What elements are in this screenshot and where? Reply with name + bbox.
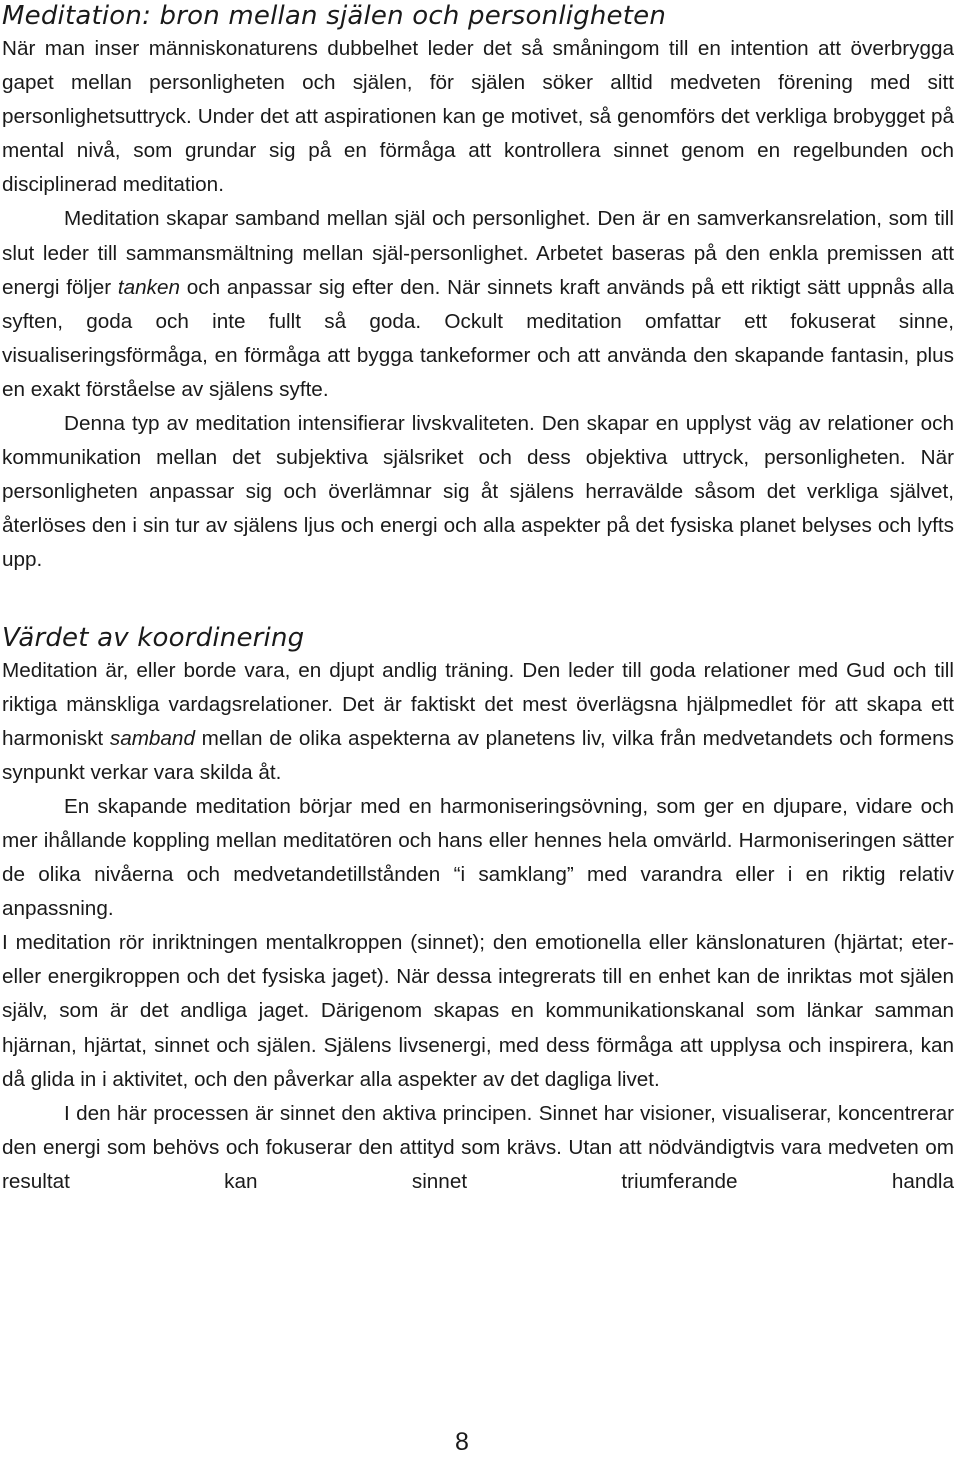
- section-heading-meditation: Meditation: bron mellan själen och personligheten: [2, 1, 667, 31]
- paragraph: I den här processen är sinnet den aktiva principen. Sinnet har visioner, visualiserar, koncentrerar den energi som behövs och fokuserar den attityd som krävs. Utan att nödvändigtvis vara medveten om resultat kan sinnet triumferande handla: [2, 1101, 954, 1193]
- paragraph: När man inser människonaturens dubbelhet leder det så småningom till en intention att överbrygga gapet mellan personligheten och själen, för själen söker alltid medveten förening med sitt personlighetsuttryck. Under det att aspirationen kan ge motivet, så genomförs det verkliga brobygget på mental nivå, som grundar sig på en förmåga att kontrollera sinnet genom en regelbunden och disciplinerad meditation.: [2, 37, 954, 197]
- paragraph: Denna typ av meditation intensifierar livskvaliteten. Den skapar en upplyst väg av relationer och kommunikation mellan det subjektiva själsriket och dess objektiva uttryck, personligheten. När personligheten anpassar sig och överlämnar sig åt själens herravälde såsom det verkliga självet, återlöses den i sin tur av själens ljus och energi och alla aspekter på det fysiska planet belyses och lyfts upp.: [2, 412, 954, 572]
- paragraph: En skapande meditation börjar med en harmoniseringsövning, som ger en djupare, vidare och mer ihållande koppling mellan meditatören och hans eller hennes hela omvärld. Harmoniseringen sätter de olika nivåerna och medvetandetillstånden “i samklang” med varandra eller i en riktig relativ anpassning.: [2, 794, 954, 921]
- emphasis-text: samband: [109, 726, 195, 750]
- paragraph-text: mellan de olika aspekterna av planetens liv, vilka från medvetandets och formens synpunkt verkar vara skilda åt.: [2, 726, 955, 784]
- page-number-text: 8: [455, 1428, 469, 1456]
- paragraph-text: Meditation är, eller borde vara, en djupt andlig träning. Den leder till goda relationer med Gud och till riktiga mänskliga vardagsrelationer. Det är faktiskt det mest överlägsna hjälpmedlet för att skapa ett harmoniskt: [2, 658, 954, 750]
- emphasis-text: tanken: [117, 275, 180, 299]
- paragraph-text: Meditation skapar samband mellan själ och personlighet. Den är en samverkansrelation, som till slut leder till sammansmältning mellan själ-personlighet. Arbetet baseras på den enkla premissen att energi följer: [2, 207, 954, 299]
- paragraph-text: och anpassar sig efter den. När sinnets kraft används på ett riktigt sätt uppnås alla syften, goda och inte fullt så goda. Ockult meditation omfattar ett fokuserat sinne, visualiseringsförmåga, en förmåga att bygga tankeformer och att använda den skapande fantasin, plus en exakt förståelse av själens syfte.: [2, 275, 955, 401]
- paragraph: [2, 202, 954, 407]
- paragraph: [2, 654, 954, 790]
- section-heading-koordinering: Värdet av koordinering: [2, 622, 305, 653]
- document-body: [2, 0, 954, 1199]
- paragraph: I meditation rör inriktningen mentalkroppen (sinnet); den emotionella eller känslonaturen (hjärtat; eter- eller energikroppen och det fysiska jaget). När dessa integrerats till en enhet kan de inriktas mot själen själv, som är det andliga jaget. Därigenom skapas en kommunikationskanal som länkar samman hjärnan, hjärtat, sinnet och själen. Själens livsenergi, med dess förmåga att upplysa och inspirera, kan då glida in i aktivitet, och den påverkar alla aspekter av det dagliga livet.: [2, 931, 954, 1091]
